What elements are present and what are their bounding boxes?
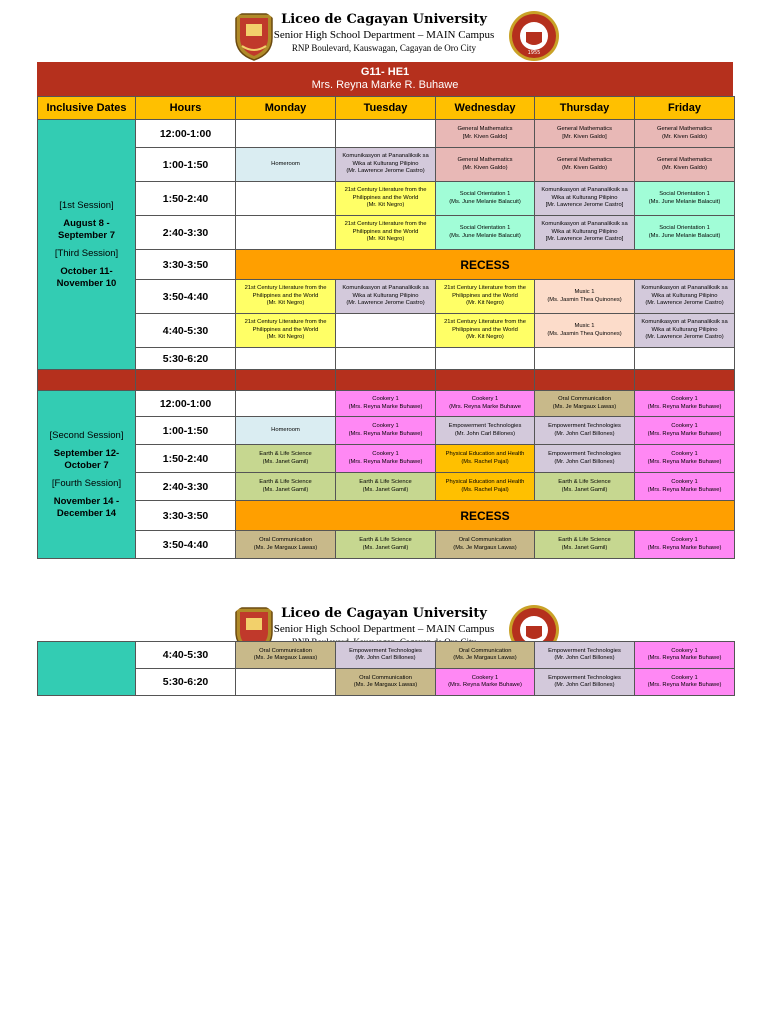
table-row bbox=[38, 417, 735, 445]
class-cell: 21st Century Literature from the Philippines and the World (Mr. Kit Negro) bbox=[436, 314, 535, 348]
table-row bbox=[38, 314, 735, 348]
class-cell bbox=[236, 669, 336, 696]
class-cell: Oral Communication (Ms. Je Margaux Lawas) bbox=[535, 391, 635, 417]
class-cell bbox=[436, 348, 535, 370]
hour-cell: 2:40-3:30 bbox=[136, 216, 236, 250]
class-cell: Oral Communication (Ms. Je Margaux Lawas) bbox=[436, 531, 535, 559]
class-cell: Earth & Life Science (Ms. Janet Gamil) bbox=[336, 473, 436, 501]
session-label: [Fourth Session] bbox=[51, 477, 122, 489]
class-cell: Cookery 1 (Mrs. Reyna Marke Buhawe) bbox=[635, 445, 735, 473]
class-cell: 21st Century Literature from the Philippines and the World (Mr. Kit Negro) bbox=[236, 314, 336, 348]
table-row bbox=[38, 348, 735, 370]
class-cell: Cookery 1 (Mrs. Reyna Marke Buhawe bbox=[436, 391, 535, 417]
class-cell: General Mathematics (Mr. Kiven Galdo) bbox=[535, 148, 635, 182]
hour-cell: 5:30-6:20 bbox=[136, 669, 236, 696]
class-cell: Oral Communication (Ms. Je Margaux Lawas) bbox=[336, 669, 436, 696]
table-row bbox=[38, 531, 735, 559]
class-cell: Earth & Life Science (Ms. Janet Gamil) bbox=[336, 531, 436, 559]
class-cell bbox=[535, 348, 635, 370]
hour-cell: 1:00-1:50 bbox=[136, 148, 236, 182]
university-name: Liceo de Cagayan University bbox=[281, 12, 487, 27]
class-cell: Cookery 1 (Mrs. Reyna Marke Buhawe) bbox=[635, 391, 735, 417]
class-cell: 21st Century Literature from the Philippines and the World (Mr. Kit Negro) bbox=[436, 280, 535, 314]
hour-cell: 12:00-1:00 bbox=[136, 391, 236, 417]
session-range: August 8 - September 7 bbox=[57, 217, 116, 241]
hour-cell: 4:40-5:30 bbox=[136, 314, 236, 348]
table-row bbox=[38, 148, 735, 182]
class-cell: Cookery 1 (Mrs. Reyna Marke Buhawe) bbox=[336, 391, 436, 417]
table-row bbox=[38, 216, 735, 250]
hour-cell: 12:00-1:00 bbox=[136, 120, 236, 148]
table-row bbox=[38, 250, 735, 280]
class-cell: Komunikasyon at Pananaliksik sa Wika at Kulturang Pilipino (Mr. Lawrence Jerome Castro) bbox=[336, 280, 436, 314]
class-cell: Earth & Life Science (Ms. Janet Gamil) bbox=[535, 531, 635, 559]
col-dates: Inclusive Dates bbox=[38, 97, 136, 120]
schedule-table-first bbox=[37, 96, 735, 559]
class-cell: 21st Century Literature from the Philippines and the World (Mr. Kit Negro) bbox=[336, 182, 436, 216]
class-cell: Homeroom bbox=[236, 148, 336, 182]
class-cell: Empowerment Technologies (Mr. John Carl Billones) bbox=[535, 445, 635, 473]
hour-cell: 3:50-4:40 bbox=[136, 531, 236, 559]
university-name: Liceo de Cagayan University bbox=[281, 606, 487, 621]
hour-cell: 3:30-3:50 bbox=[136, 501, 236, 531]
hour-cell: 2:40-3:30 bbox=[136, 473, 236, 501]
class-cell: Music 1 (Ms. Jasmin Thea Quinones) bbox=[535, 280, 635, 314]
class-cell: General Mathematics (Mr. Kiven Galdo) bbox=[436, 148, 535, 182]
hour-cell: 1:00-1:50 bbox=[136, 417, 236, 445]
class-cell: Earth & Life Science (Ms. Janet Gamil) bbox=[236, 445, 336, 473]
class-cell: Komunikasyon at Pananaliksik sa Wika at Kulturang Pilipino [Mr. Lawrence Jerome Castro] bbox=[535, 216, 635, 250]
class-cell: Komunikasyon at Pananaliksik sa Wika at Kulturang Pilipino [Mr. Lawrence Jerome Castro] bbox=[535, 182, 635, 216]
class-cell: General Mathematics [Mr. Kiven Galdo] bbox=[535, 120, 635, 148]
class-cell: Empowerment Technologies (Mr. John Carl Billones) bbox=[535, 669, 635, 696]
class-cell: Social Orientation 1 (Ms. June Melanie Balacuit) bbox=[436, 182, 535, 216]
hour-cell: 4:40-5:30 bbox=[136, 642, 236, 669]
class-cell: Komunikasyon at Pananaliksik sa Wika at Kulturang Pilipino (Mr. Lawrence Jerome Castro) bbox=[635, 314, 735, 348]
hour-cell: 5:30-6:20 bbox=[136, 348, 236, 370]
class-cell: Cookery 1 (Mrs. Reyna Marke Buhawe) bbox=[635, 669, 735, 696]
class-cell: Oral Communication (Ms. Je Margaux Lawas) bbox=[436, 642, 535, 669]
class-cell: Physical Education and Health (Ms. Rachel Pajal) bbox=[436, 445, 535, 473]
class-cell: Empowerment Technologies (Mr. John Carl Billones) bbox=[436, 417, 535, 445]
col-friday: Friday bbox=[635, 97, 735, 120]
table-row bbox=[38, 120, 735, 148]
class-cell: General Mathematics (Mr. Kiven Galdo) bbox=[635, 120, 735, 148]
table-row bbox=[38, 501, 735, 531]
col-wednesday: Wednesday bbox=[436, 97, 535, 120]
column-header-row bbox=[38, 97, 735, 120]
class-cell: Music 1 (Ms. Jasmin Thea Quinones) bbox=[535, 314, 635, 348]
class-cell: Empowerment Technologies (Mr. John Carl Billones) bbox=[535, 642, 635, 669]
page-header bbox=[0, 10, 768, 62]
class-cell: Cookery 1 (Mrs. Reyna Marke Buhawe) bbox=[635, 417, 735, 445]
session-range: November 14 - December 14 bbox=[53, 495, 120, 519]
class-cell: Komunikasyon at Pananaliksik sa Wika at Kulturang Pilipino (Mr. Lawrence Jerome Castro) bbox=[635, 280, 735, 314]
seal-year: 1955 bbox=[527, 50, 541, 56]
recess-bar: RECESS bbox=[236, 250, 735, 280]
hour-cell: 3:30-3:50 bbox=[136, 250, 236, 280]
class-cell: General Mathematics [Mr. Kiven Galdo] bbox=[436, 120, 535, 148]
class-cell: Social Orientation 1 (Ms. June Melanie Balacuit) bbox=[635, 182, 735, 216]
class-cell bbox=[635, 348, 735, 370]
section-adviser: Mrs. Reyna Marke R. Buhawe bbox=[311, 79, 459, 91]
class-cell: Cookery 1 (Mrs. Reyna Marke Buhawe) bbox=[635, 642, 735, 669]
department-name: Senior High School Department – MAIN Campus bbox=[273, 623, 495, 635]
class-cell bbox=[236, 216, 336, 250]
department-name: Senior High School Department – MAIN Campus bbox=[273, 29, 495, 41]
col-monday: Monday bbox=[236, 97, 336, 120]
hour-cell: 3:50-4:40 bbox=[136, 280, 236, 314]
class-cell: Oral Communication (Ms. Je Margaux Lawas) bbox=[236, 642, 336, 669]
session-range: September 12- October 7 bbox=[53, 447, 120, 471]
class-cell: Earth & Life Science (Ms. Janet Gamil) bbox=[535, 473, 635, 501]
table-row bbox=[38, 182, 735, 216]
class-cell: Oral Communication (Ms. Je Margaux Lawas) bbox=[236, 531, 336, 559]
class-cell bbox=[336, 348, 436, 370]
recess-bar: RECESS bbox=[236, 501, 735, 531]
hour-cell: 1:50-2:40 bbox=[136, 182, 236, 216]
table-row bbox=[38, 669, 735, 696]
class-cell: Physical Education and Health (Ms. Rachel Pajal) bbox=[436, 473, 535, 501]
col-thursday: Thursday bbox=[535, 97, 635, 120]
class-cell bbox=[236, 391, 336, 417]
class-cell: Empowerment Technologies (Mr. John Carl Billones) bbox=[535, 417, 635, 445]
class-cell: Komunikasyon at Pananaliksik sa Wika at Kulturang Pilipino (Mr. Lawrence Jerome Castro) bbox=[336, 148, 436, 182]
class-cell: Cookery 1 (Mrs. Reyna Marke Buhawe) bbox=[436, 669, 535, 696]
class-cell bbox=[236, 120, 336, 148]
dates-cell-continued bbox=[38, 642, 136, 696]
table-row bbox=[38, 473, 735, 501]
class-cell: 21st Century Literature from the Philippines and the World (Mr. Kit Negro) bbox=[236, 280, 336, 314]
session-label: [Second Session] bbox=[49, 429, 124, 441]
class-cell: Cookery 1 (Mrs. Reyna Marke Buhawe) bbox=[635, 473, 735, 501]
class-cell: Social Orientation 1 (Ms. June Melanie Balacuit) bbox=[436, 216, 535, 250]
session-range: October 11- November 10 bbox=[56, 265, 117, 289]
class-cell: Cookery 1 (Mrs. Reyna Marke Buhawe) bbox=[635, 531, 735, 559]
class-cell bbox=[336, 314, 436, 348]
campus-address: RNP Boulevard, Kauswagan, Cagayan de Oro City bbox=[291, 43, 477, 53]
table-row bbox=[38, 445, 735, 473]
class-cell: General Mathematics (Mr. Kiven Galdo) bbox=[635, 148, 735, 182]
section-title-bar bbox=[37, 62, 733, 96]
dates-cell-first bbox=[38, 120, 136, 370]
table-row bbox=[38, 642, 735, 669]
session-label: [Third Session] bbox=[54, 247, 119, 259]
block-separator bbox=[38, 370, 735, 391]
section-name: G11- HE1 bbox=[360, 66, 410, 78]
table-row bbox=[38, 280, 735, 314]
class-cell: 21st Century Literature from the Philippines and the World (Mr. Kit Negro) bbox=[336, 216, 436, 250]
class-cell: Cookery 1 (Mrs. Reyna Marke Buhawe) bbox=[336, 445, 436, 473]
table-row bbox=[38, 391, 735, 417]
class-cell: Social Orientation 1 (Ms. June Melanie Balacuit) bbox=[635, 216, 735, 250]
class-cell bbox=[236, 348, 336, 370]
page-header-repeat bbox=[0, 604, 768, 644]
hour-cell: 1:50-2:40 bbox=[136, 445, 236, 473]
class-cell: Cookery 1 (Mrs. Reyna Marke Buhawe) bbox=[336, 417, 436, 445]
col-hours: Hours bbox=[136, 97, 236, 120]
schedule-table-continued bbox=[37, 641, 735, 696]
class-cell: Earth & Life Science (Ms. Janet Gamil) bbox=[236, 473, 336, 501]
dates-cell-second bbox=[38, 391, 136, 559]
class-cell bbox=[236, 182, 336, 216]
class-cell bbox=[336, 120, 436, 148]
class-cell: Homeroom bbox=[236, 417, 336, 445]
session-label: [1st Session] bbox=[59, 199, 114, 211]
class-cell: Empowerment Technologies (Mr. John Carl Billones) bbox=[336, 642, 436, 669]
col-tuesday: Tuesday bbox=[336, 97, 436, 120]
